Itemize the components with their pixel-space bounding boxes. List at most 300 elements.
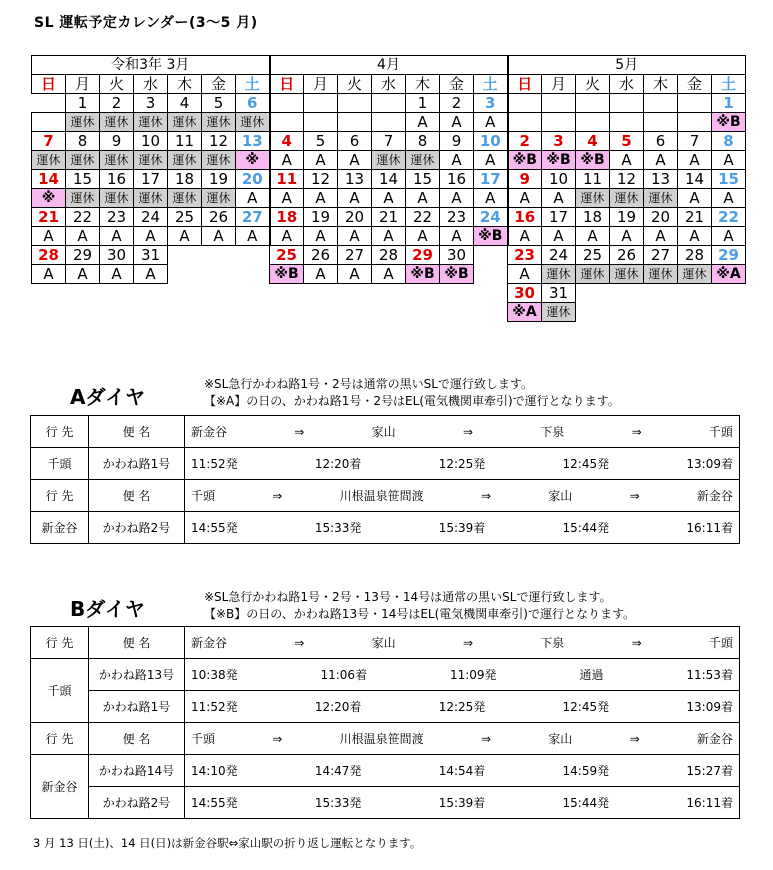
weekday-header: 木 xyxy=(168,75,202,94)
day-status: 運休 xyxy=(202,151,236,170)
schedule-item: 15:44発 xyxy=(562,796,610,810)
day-number: 5 xyxy=(610,132,644,151)
day-number: 25 xyxy=(576,246,610,265)
day-number: 29 xyxy=(406,246,440,265)
empty-cell xyxy=(440,284,474,303)
day-number xyxy=(304,94,338,113)
schedule-item: 14:59発 xyxy=(562,764,610,778)
train-name: かわね路2号 xyxy=(89,787,185,819)
empty-cell xyxy=(372,303,406,322)
arrow-icon: ⇒ xyxy=(631,635,642,650)
empty-cell xyxy=(236,246,270,265)
train-name: かわね路1号 xyxy=(89,691,185,723)
day-status: A xyxy=(134,227,168,246)
day-number: 27 xyxy=(236,208,270,227)
day-number: 14 xyxy=(372,170,406,189)
day-status: A xyxy=(202,227,236,246)
day-number: 17 xyxy=(134,170,168,189)
schedule-item: 11:06着 xyxy=(320,668,368,682)
a-dia-table xyxy=(30,415,740,544)
weekday-header: 金 xyxy=(202,75,236,94)
empty-cell xyxy=(202,265,236,284)
day-status: A xyxy=(440,113,474,132)
empty-cell xyxy=(474,284,508,303)
operation-calendar xyxy=(31,55,746,322)
day-status: A xyxy=(508,265,542,284)
day-number: 3 xyxy=(542,132,576,151)
schedule-item: 15:39着 xyxy=(438,521,486,535)
day-status: A xyxy=(474,189,508,208)
empty-cell xyxy=(202,303,236,322)
day-number: 17 xyxy=(474,170,508,189)
time-row xyxy=(191,794,733,811)
col-train-header: 便 名 xyxy=(89,480,185,512)
empty-cell xyxy=(134,284,168,303)
weekday-header: 月 xyxy=(542,75,576,94)
day-number: 9 xyxy=(440,132,474,151)
day-number: 5 xyxy=(304,132,338,151)
weekday-header: 日 xyxy=(508,75,542,94)
day-status xyxy=(576,113,610,132)
day-status: 運休 xyxy=(644,189,678,208)
day-number: 26 xyxy=(304,246,338,265)
empty-cell xyxy=(474,246,508,265)
empty-cell xyxy=(202,246,236,265)
schedule-item: 15:44発 xyxy=(562,521,610,535)
schedule-item: 15:33発 xyxy=(314,796,362,810)
col-dest-header: 行 先 xyxy=(31,723,89,755)
schedule-item: 16:11着 xyxy=(686,796,733,810)
day-number: 2 xyxy=(100,94,134,113)
empty-cell xyxy=(712,284,746,303)
weekday-row xyxy=(32,75,746,94)
day-status: 運休 xyxy=(542,303,576,322)
month-header-may: 5月 xyxy=(508,56,746,75)
day-status: 運休 xyxy=(134,189,168,208)
day-status: 運休 xyxy=(610,189,644,208)
day-status xyxy=(644,113,678,132)
empty-cell xyxy=(100,303,134,322)
empty-cell xyxy=(474,265,508,284)
day-status xyxy=(610,113,644,132)
day-status: A xyxy=(270,151,304,170)
day-number: 6 xyxy=(338,132,372,151)
day-status xyxy=(508,113,542,132)
day-status xyxy=(304,113,338,132)
day-status: A xyxy=(542,227,576,246)
day-status xyxy=(678,113,712,132)
day-number: 8 xyxy=(712,132,746,151)
day-status: ※B xyxy=(474,227,508,246)
empty-cell xyxy=(32,94,66,113)
day-number: 1 xyxy=(712,94,746,113)
day-number: 29 xyxy=(66,246,100,265)
day-number: 25 xyxy=(270,246,304,265)
schedule-item: 16:11着 xyxy=(686,521,733,535)
day-number: 27 xyxy=(338,246,372,265)
month-header-april: 4月 xyxy=(270,56,508,75)
dest-cell: 千頭 xyxy=(31,448,89,480)
day-number: 24 xyxy=(134,208,168,227)
schedule-item: 14:55発 xyxy=(191,796,238,810)
arrow-icon: ⇒ xyxy=(294,424,305,439)
day-status: A xyxy=(678,151,712,170)
b-dia-table xyxy=(30,626,740,819)
day-status: A xyxy=(712,189,746,208)
day-status: ※A xyxy=(712,265,746,284)
empty-cell xyxy=(678,284,712,303)
day-number: 3 xyxy=(474,94,508,113)
time-row xyxy=(191,698,733,715)
day-number: 4 xyxy=(270,132,304,151)
schedule-item: 12:25発 xyxy=(438,457,486,471)
a-dia-note-1: ※SL急行かわね路1号・2号は通常の黒いSLで運行致します。 xyxy=(204,377,533,391)
day-number: 11 xyxy=(168,132,202,151)
day-status: 運休 xyxy=(100,113,134,132)
schedule-item: 15:39着 xyxy=(438,796,486,810)
empty-cell xyxy=(406,303,440,322)
empty-cell xyxy=(168,284,202,303)
day-number: 1 xyxy=(66,94,100,113)
day-status: A xyxy=(66,265,100,284)
day-number: 13 xyxy=(644,170,678,189)
day-number: 22 xyxy=(66,208,100,227)
day-status: 運休 xyxy=(202,189,236,208)
day-status: 運休 xyxy=(66,113,100,132)
day-number: 7 xyxy=(32,132,66,151)
day-status: A xyxy=(440,151,474,170)
empty-cell xyxy=(202,284,236,303)
day-status: A xyxy=(678,189,712,208)
arrow-icon: ⇒ xyxy=(631,424,642,439)
weekday-header: 土 xyxy=(236,75,270,94)
empty-cell xyxy=(304,303,338,322)
day-number: 10 xyxy=(542,170,576,189)
day-status: 運休 xyxy=(134,151,168,170)
dest-cell: 新金谷 xyxy=(31,512,89,544)
day-number: 2 xyxy=(440,94,474,113)
day-number: 26 xyxy=(202,208,236,227)
day-number: 5 xyxy=(202,94,236,113)
train-name: かわね路13号 xyxy=(89,659,185,691)
schedule-item: 通過 xyxy=(579,668,604,682)
day-number: 15 xyxy=(406,170,440,189)
weekday-header: 日 xyxy=(32,75,66,94)
day-number: 18 xyxy=(576,208,610,227)
day-status: A xyxy=(508,227,542,246)
day-number: 13 xyxy=(338,170,372,189)
day-status: 運休 xyxy=(66,189,100,208)
day-number: 21 xyxy=(372,208,406,227)
day-status: ※B xyxy=(542,151,576,170)
time-row xyxy=(191,455,733,472)
empty-cell xyxy=(236,303,270,322)
arrow-icon: ⇒ xyxy=(462,635,473,650)
weekday-header: 水 xyxy=(610,75,644,94)
b-dia-note-1: ※SL急行かわね路1号・2号・13号・14号は通常の黒いSLで運行致します。 xyxy=(204,590,612,604)
station-row-up xyxy=(191,487,733,504)
schedule-item: 新金谷 xyxy=(696,489,733,503)
day-number: 24 xyxy=(542,246,576,265)
day-status: A xyxy=(406,113,440,132)
schedule-item: 12:25発 xyxy=(438,700,486,714)
schedule-item: 新金谷 xyxy=(191,425,228,439)
train-name: かわね路2号 xyxy=(89,512,185,544)
day-status: 運休 xyxy=(610,265,644,284)
day-number xyxy=(678,94,712,113)
day-number xyxy=(508,94,542,113)
day-status: A xyxy=(406,227,440,246)
schedule-item: 15:27着 xyxy=(686,764,733,778)
empty-cell xyxy=(644,303,678,322)
day-status: ※B xyxy=(576,151,610,170)
empty-cell xyxy=(168,265,202,284)
schedule-item: 家山 xyxy=(548,732,573,746)
empty-cell xyxy=(270,303,304,322)
day-number: 11 xyxy=(576,170,610,189)
day-number xyxy=(644,94,678,113)
month-header-march: 令和3年 3月 xyxy=(32,56,270,75)
arrow-icon: ⇒ xyxy=(294,635,305,650)
day-status: A xyxy=(32,227,66,246)
day-number: 4 xyxy=(576,132,610,151)
day-number: 24 xyxy=(474,208,508,227)
day-number: 14 xyxy=(32,170,66,189)
day-number: 18 xyxy=(168,170,202,189)
day-number: 30 xyxy=(440,246,474,265)
empty-cell xyxy=(66,284,100,303)
day-status: 運休 xyxy=(236,113,270,132)
time-row xyxy=(191,666,733,683)
schedule-item: 家山 xyxy=(548,489,573,503)
day-status: A xyxy=(338,227,372,246)
col-dest-header: 行 先 xyxy=(31,627,89,659)
day-number: 30 xyxy=(508,284,542,303)
weekday-header: 金 xyxy=(440,75,474,94)
day-status: A xyxy=(440,227,474,246)
weekday-header: 土 xyxy=(712,75,746,94)
empty-cell xyxy=(134,303,168,322)
dest-cell: 新金谷 xyxy=(31,755,89,819)
time-row xyxy=(191,519,733,536)
col-train-header: 便 名 xyxy=(89,416,185,448)
day-number: 7 xyxy=(678,132,712,151)
train-name: かわね路14号 xyxy=(89,755,185,787)
day-number: 19 xyxy=(202,170,236,189)
day-number: 2 xyxy=(508,132,542,151)
day-number: 1 xyxy=(406,94,440,113)
day-number: 9 xyxy=(508,170,542,189)
day-number xyxy=(372,94,406,113)
day-status: A xyxy=(372,189,406,208)
day-status: A xyxy=(338,151,372,170)
day-status: A xyxy=(338,265,372,284)
day-status: 運休 xyxy=(168,113,202,132)
day-status: A xyxy=(338,189,372,208)
weekday-header: 日 xyxy=(270,75,304,94)
b-dia-heading: Bダイヤ xyxy=(70,597,145,621)
schedule-item: 川根温泉笹間渡 xyxy=(339,489,424,503)
schedule-item: 新金谷 xyxy=(191,636,228,650)
day-number: 26 xyxy=(610,246,644,265)
day-status: ※B xyxy=(508,151,542,170)
weekday-header: 水 xyxy=(372,75,406,94)
day-status: A xyxy=(134,265,168,284)
day-status: A xyxy=(236,189,270,208)
day-status: A xyxy=(712,227,746,246)
day-status: ※ xyxy=(32,189,66,208)
day-status: 運休 xyxy=(168,151,202,170)
day-number: 8 xyxy=(406,132,440,151)
station-row-down xyxy=(191,423,733,440)
day-status: A xyxy=(678,227,712,246)
day-number: 31 xyxy=(134,246,168,265)
b-dia-note-2: 【※B】の日の、かわね路13号・14号はEL(電気機関車牽引)で運行となります。 xyxy=(204,607,636,621)
schedule-item: 10:38発 xyxy=(191,668,238,682)
day-number: 12 xyxy=(304,170,338,189)
arrow-icon: ⇒ xyxy=(272,488,283,503)
empty-cell xyxy=(474,303,508,322)
day-status: A xyxy=(474,113,508,132)
arrow-icon: ⇒ xyxy=(480,488,491,503)
day-number: 30 xyxy=(100,246,134,265)
schedule-item: 13:09着 xyxy=(686,457,733,471)
weekday-header: 火 xyxy=(576,75,610,94)
day-status xyxy=(542,113,576,132)
col-dest-header: 行 先 xyxy=(31,480,89,512)
day-status: A xyxy=(440,189,474,208)
schedule-item: 家山 xyxy=(371,636,396,650)
day-status: A xyxy=(304,189,338,208)
weekday-header: 火 xyxy=(338,75,372,94)
day-status: 運休 xyxy=(168,189,202,208)
page-title: SL 運転予定カレンダー(3〜5 月) xyxy=(34,15,258,31)
empty-cell xyxy=(372,284,406,303)
day-status: 運休 xyxy=(134,113,168,132)
day-status: 運休 xyxy=(100,189,134,208)
schedule-item: 11:53着 xyxy=(686,668,733,682)
day-number: 6 xyxy=(644,132,678,151)
day-number xyxy=(270,94,304,113)
day-number: 10 xyxy=(474,132,508,151)
day-number: 22 xyxy=(712,208,746,227)
schedule-item: 下泉 xyxy=(540,425,565,439)
day-status: A xyxy=(542,189,576,208)
empty-cell xyxy=(440,303,474,322)
day-status: A xyxy=(644,151,678,170)
day-number: 15 xyxy=(66,170,100,189)
day-status: A xyxy=(270,189,304,208)
footnote: 3 月 13 日(土)、14 日(日)は新金谷駅⇔家山駅の折り返し運転となります。 xyxy=(33,836,422,850)
day-status: 運休 xyxy=(372,151,406,170)
day-number: 28 xyxy=(678,246,712,265)
col-dest-header: 行 先 xyxy=(31,416,89,448)
schedule-item: 14:54着 xyxy=(438,764,486,778)
day-number: 8 xyxy=(66,132,100,151)
day-number: 11 xyxy=(270,170,304,189)
arrow-icon: ⇒ xyxy=(462,424,473,439)
day-number: 3 xyxy=(134,94,168,113)
day-number: 23 xyxy=(508,246,542,265)
day-status: 運休 xyxy=(542,265,576,284)
day-status: 運休 xyxy=(66,151,100,170)
day-status: ※B xyxy=(440,265,474,284)
weekday-header: 水 xyxy=(134,75,168,94)
day-status: A xyxy=(304,227,338,246)
day-number: 9 xyxy=(100,132,134,151)
day-number: 21 xyxy=(678,208,712,227)
empty-cell xyxy=(304,284,338,303)
day-status: ※A xyxy=(508,303,542,322)
weekday-header: 木 xyxy=(644,75,678,94)
empty-cell xyxy=(168,303,202,322)
schedule-item: 13:09着 xyxy=(686,700,733,714)
day-number: 28 xyxy=(32,246,66,265)
arrow-icon: ⇒ xyxy=(272,731,283,746)
day-status: A xyxy=(474,151,508,170)
day-number: 16 xyxy=(100,170,134,189)
empty-cell xyxy=(236,265,270,284)
day-number xyxy=(576,94,610,113)
day-number: 12 xyxy=(610,170,644,189)
day-number: 20 xyxy=(236,170,270,189)
day-status: A xyxy=(508,189,542,208)
weekday-header: 土 xyxy=(474,75,508,94)
day-status: A xyxy=(32,265,66,284)
schedule-item: 12:45発 xyxy=(562,700,610,714)
empty-cell xyxy=(406,284,440,303)
schedule-item: 12:45発 xyxy=(562,457,610,471)
day-status: 運休 xyxy=(678,265,712,284)
day-status: A xyxy=(576,227,610,246)
day-number: 14 xyxy=(678,170,712,189)
schedule-item: 千頭 xyxy=(191,489,216,503)
day-number: 23 xyxy=(440,208,474,227)
empty-cell xyxy=(678,303,712,322)
day-status: ※B xyxy=(712,113,746,132)
schedule-item: 14:10発 xyxy=(191,764,238,778)
day-number: 31 xyxy=(542,284,576,303)
day-number: 17 xyxy=(542,208,576,227)
schedule-item: 川根温泉笹間渡 xyxy=(339,732,424,746)
day-status: A xyxy=(236,227,270,246)
schedule-item: 12:20着 xyxy=(314,457,362,471)
schedule-item: 11:52発 xyxy=(191,700,238,714)
day-status: 運休 xyxy=(644,265,678,284)
day-number: 16 xyxy=(508,208,542,227)
schedule-item: 11:52発 xyxy=(191,457,238,471)
empty-cell xyxy=(338,284,372,303)
day-number: 23 xyxy=(100,208,134,227)
dest-cell: 千頭 xyxy=(31,659,89,723)
day-number xyxy=(610,94,644,113)
weekday-header: 火 xyxy=(100,75,134,94)
schedule-item: 千頭 xyxy=(191,732,216,746)
day-number: 19 xyxy=(610,208,644,227)
empty-cell xyxy=(32,303,66,322)
day-number: 10 xyxy=(134,132,168,151)
day-status: A xyxy=(66,227,100,246)
day-status: A xyxy=(304,151,338,170)
day-number: 4 xyxy=(168,94,202,113)
day-number: 7 xyxy=(372,132,406,151)
day-status: 運休 xyxy=(100,151,134,170)
station-row-up xyxy=(191,730,733,747)
day-status: A xyxy=(610,227,644,246)
day-status: 運休 xyxy=(406,151,440,170)
day-status xyxy=(32,113,66,132)
day-status xyxy=(338,113,372,132)
